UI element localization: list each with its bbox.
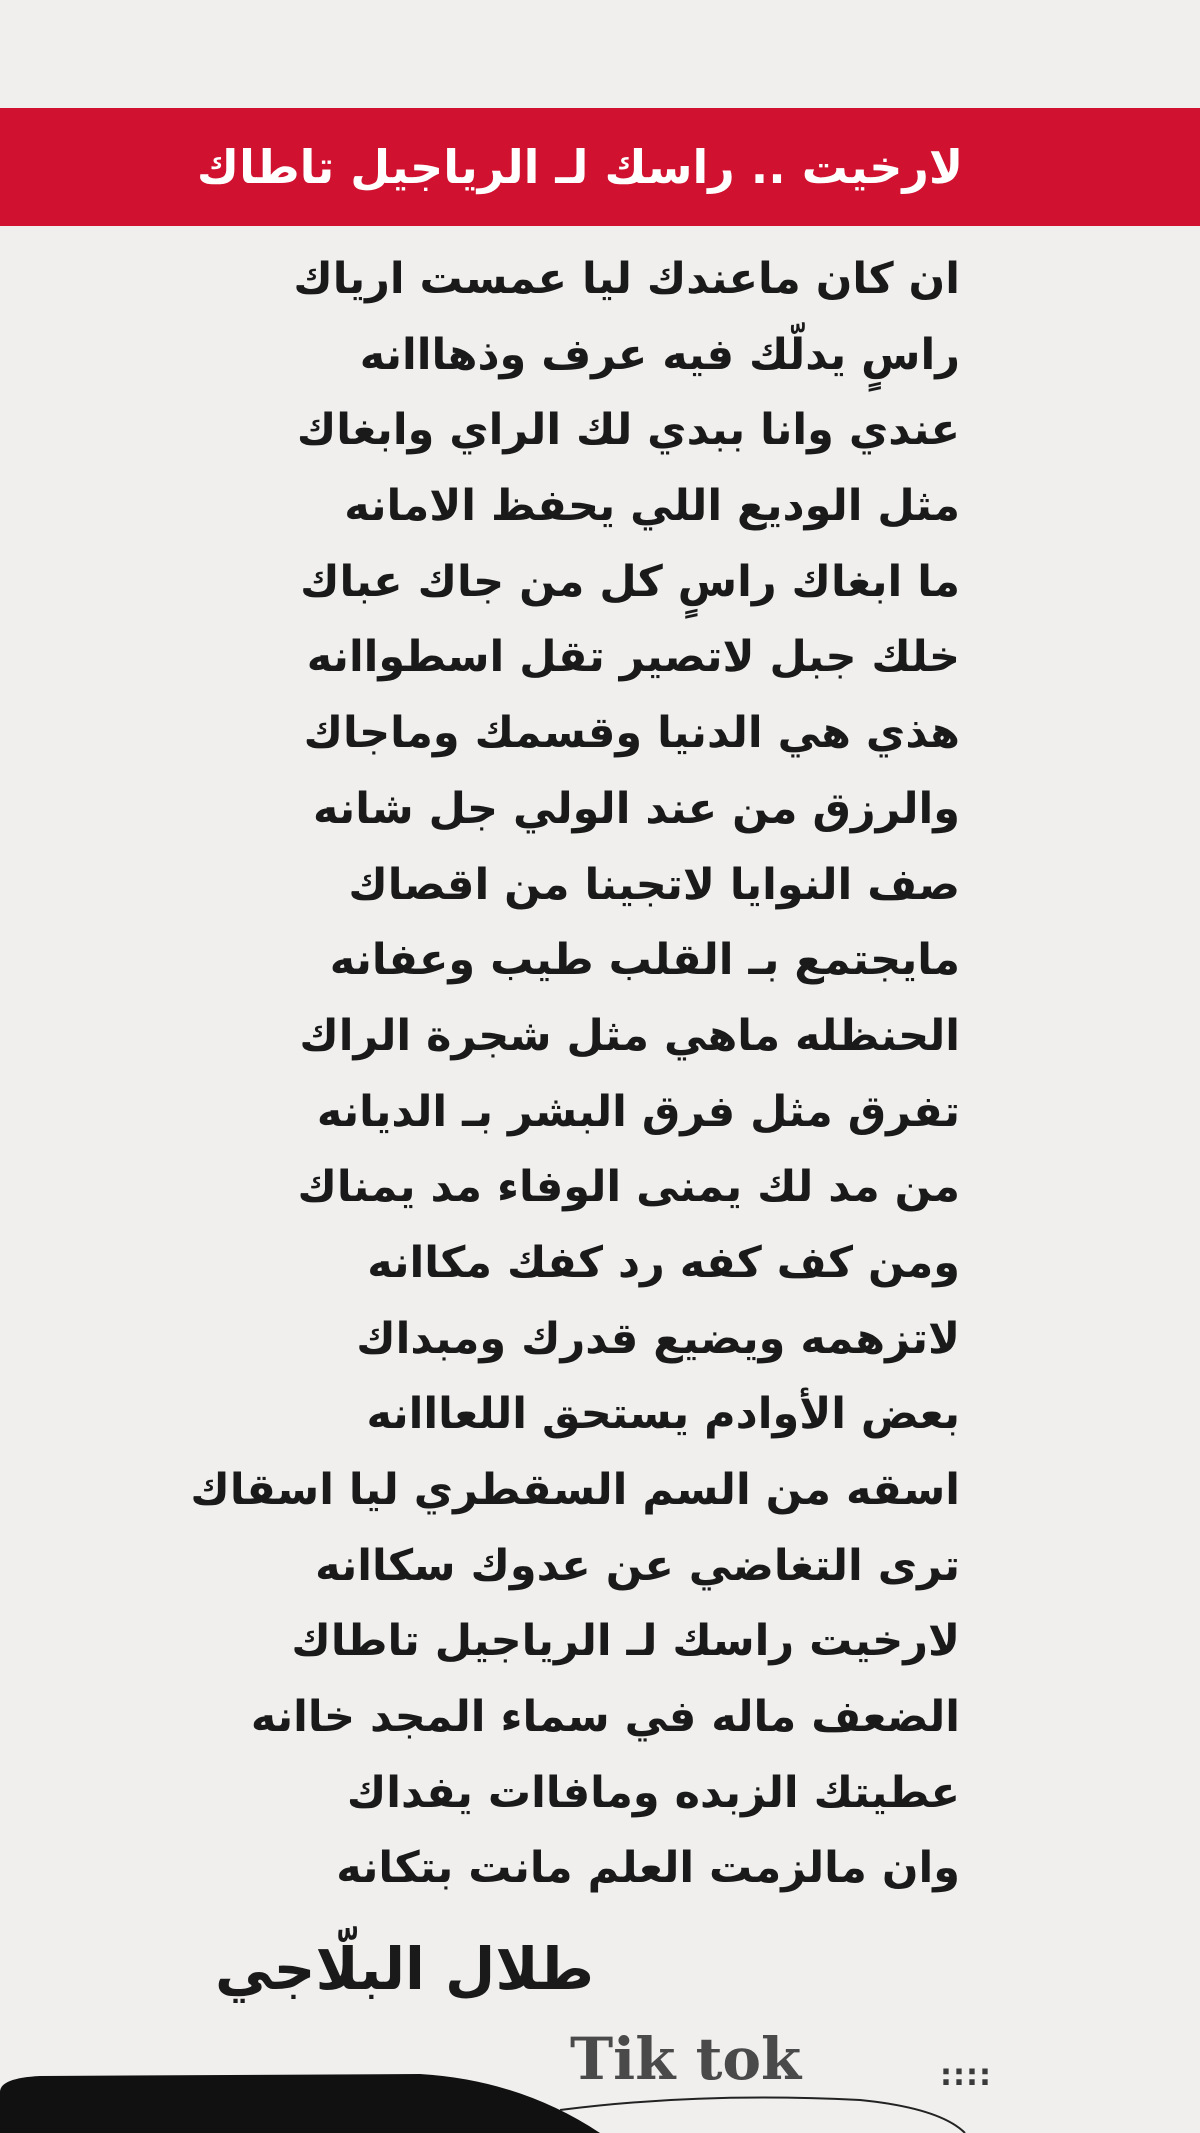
poem-line: عندي وانا ببدي لك الراي وابغاك (296, 405, 960, 456)
tiktok-watermark: Tik tok (570, 2025, 802, 2093)
poem-line: راسٍ يدلّك فيه عرف وذهااانه (359, 329, 960, 380)
poem-line: مثل الوديع اللي يحفظ الامانه (344, 481, 960, 532)
poem-verses (190, 242, 960, 1907)
corner-shape (0, 2074, 600, 2133)
poem-line: الحنظله ماهي مثل شجرة الراك (299, 1010, 960, 1061)
poem-line: بعض الأوادم يستحق اللعااانه (366, 1389, 960, 1440)
poem-line: صف النوايا لاتجينا من اقصاك (348, 859, 960, 910)
poem-line: وان مالزمت العلم مانت بتكانه (336, 1843, 960, 1894)
poem-line: مايجتمع بـ القلب طيب وعفانه (329, 935, 960, 986)
poem-line: من مد لك يمنى الوفاء مد يمناك (297, 1162, 960, 1213)
poem-title: لارخيت .. راسك لـ الرياجيل تاطاك (196, 140, 964, 194)
poem-line: تفرق مثل فرق البشر بـ الديانه (316, 1086, 960, 1137)
poet-signature: طلال البلّاجي (215, 1935, 595, 2003)
poem-line: خلك جبل لاتصير تقل اسطواانه (306, 632, 960, 683)
corner-decoration (0, 2070, 1200, 2133)
poem-line: ما ابغاك راسٍ كل من جاك عباك (300, 556, 960, 607)
poem-line: ان كان ماعندك ليا عمست ارياك (293, 254, 960, 304)
poem-line: الضعف ماله في سماء المجد خاانه (250, 1692, 960, 1743)
poem-line: هذي هي الدنيا وقسمك وماجاك (303, 708, 960, 759)
poem-line: والرزق من عند الولي جل شانه (312, 783, 960, 834)
poem-line: لاتزهمه ويضيع قدرك ومبداك (356, 1313, 960, 1364)
title-banner (0, 108, 1200, 226)
poem-line: ومن كف كفه رد كفك مكاانه (367, 1237, 960, 1288)
poem-line: عطيتك الزبده ومافاات يفداك (346, 1767, 960, 1818)
poem-line: ترى التغاضي عن عدوك سكاانه (315, 1540, 960, 1591)
corner-swoosh-line (560, 2098, 965, 2133)
poem-line: اسقه من السم السقطري ليا اسقاك (190, 1465, 960, 1515)
decorative-dots: :::: (940, 2058, 992, 2093)
poem-line: لارخيت راسك لـ الرياجيل تاطاك (291, 1616, 960, 1667)
